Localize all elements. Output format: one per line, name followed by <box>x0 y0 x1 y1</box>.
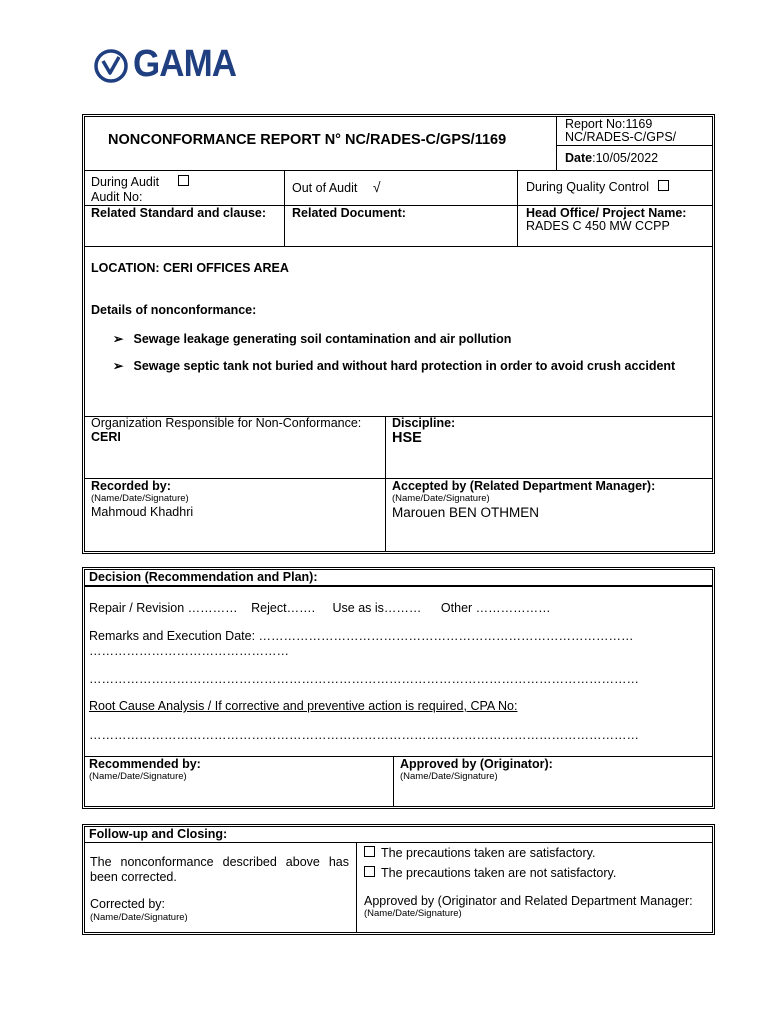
company-logo <box>93 43 253 86</box>
reject-option[interactable]: Reject……. <box>251 601 316 615</box>
recorded-by-sub: (Name/Date/Signature) <box>91 493 189 504</box>
during-audit-checkbox[interactable] <box>178 175 189 186</box>
divider <box>385 416 386 551</box>
nonconformance-item-text: Sewage leakage generating soil contamination and air pollution <box>133 332 512 346</box>
audit-number-label: Audit No: <box>91 190 143 204</box>
divider <box>356 842 357 932</box>
not-satisfactory-option <box>364 866 616 880</box>
satisfactory-option <box>364 846 595 860</box>
corrected-text: The nonconformance described above has been corrected. <box>90 855 349 884</box>
org-responsible-label: Organization Responsible for Non-Conformance: <box>91 416 362 430</box>
head-office-label: Head Office/ Project Name: <box>526 206 687 220</box>
approved-by-sub: (Name/Date/Signature) <box>400 771 498 782</box>
root-cause-label: Root Cause Analysis / If corrective and preventive action is required, CPA No: <box>89 699 518 713</box>
divider <box>556 117 557 170</box>
accepted-by-sub: (Name/Date/Signature) <box>392 493 490 504</box>
final-approved-label: Approved by (Originator and Related Department Manager: <box>364 894 693 908</box>
date-label: Date <box>565 151 593 165</box>
gama-logo-icon <box>93 48 129 84</box>
approved-by-label: Approved by (Originator): <box>400 757 553 771</box>
repair-option[interactable]: Repair / Revision ………… <box>89 601 238 615</box>
use-as-is-option[interactable]: Use as is……… <box>332 601 422 615</box>
during-audit <box>91 175 189 189</box>
other-option[interactable]: Other ……………… <box>440 601 551 615</box>
discipline-label: Discipline: <box>392 416 456 430</box>
blank-line[interactable]: …………………………………………………………………………………………………………………… <box>89 728 639 742</box>
out-of-audit-checkmark[interactable]: √ <box>372 179 381 195</box>
blank-line[interactable]: …………………………………………………………………………………………………………………… <box>89 672 639 686</box>
out-of-audit-label: Out of Audit <box>292 181 358 195</box>
during-qc-checkbox[interactable] <box>658 180 669 191</box>
divider <box>85 585 712 587</box>
not-satisfactory-label: The precautions taken are not satisfactory. <box>381 866 617 880</box>
final-approved-sub: (Name/Date/Signature) <box>364 908 462 919</box>
divider <box>85 842 712 843</box>
head-office-value: RADES C 450 MW CCPP <box>526 219 670 233</box>
corrected-by-sub: (Name/Date/Signature) <box>90 912 188 923</box>
followup-title: Follow-up and Closing: <box>89 827 228 841</box>
divider <box>284 170 285 246</box>
org-responsible-value: CERI <box>91 430 121 444</box>
divider <box>393 756 394 806</box>
report-number: Report No:1169 <box>565 117 653 131</box>
not-satisfactory-checkbox[interactable] <box>364 866 375 877</box>
accepted-by-value: Marouen BEN OTHMEN <box>392 505 540 520</box>
bullet-arrow-icon: ➢ <box>113 332 124 346</box>
recommended-by-label: Recommended by: <box>89 757 201 771</box>
out-of-audit <box>292 179 381 195</box>
nonconformance-item <box>113 331 511 346</box>
during-audit-label: During Audit <box>91 175 160 189</box>
date-value: :10/05/2022 <box>592 151 659 165</box>
divider <box>556 145 712 146</box>
during-quality-control <box>526 180 669 194</box>
divider <box>517 170 518 246</box>
bullet-arrow-icon: ➢ <box>113 359 124 373</box>
satisfactory-checkbox[interactable] <box>364 846 375 857</box>
recommended-by-sub: (Name/Date/Signature) <box>89 771 187 782</box>
during-qc-label: During Quality Control <box>526 180 649 194</box>
nonconformance-item-text: Sewage septic tank not buried and without hard protection in order to avoid crush accident <box>133 359 676 373</box>
recorded-by-value: Mahmoud Khadhri <box>91 505 194 519</box>
remarks-line-cont[interactable]: ………………………………………… <box>89 644 289 658</box>
related-document-label: Related Document: <box>292 206 406 220</box>
decision-options <box>89 601 551 615</box>
report-number-ref: NC/RADES-C/GPS/ <box>565 130 677 144</box>
details-label: Details of nonconformance: <box>91 303 257 317</box>
remarks-line[interactable]: Remarks and Execution Date: ……………………………………………………………………………… <box>89 629 634 643</box>
recorded-by-label: Recorded by: <box>91 479 171 493</box>
decision-title: Decision (Recommendation and Plan): <box>89 570 318 584</box>
satisfactory-label: The precautions taken are satisfactory. <box>381 846 596 860</box>
accepted-by-label: Accepted by (Related Department Manager): <box>392 479 656 493</box>
divider <box>85 170 712 171</box>
corrected-by-label: Corrected by: <box>90 897 166 911</box>
discipline-value: HSE <box>392 430 422 446</box>
report-date <box>565 151 658 165</box>
report-title: NONCONFORMANCE REPORT N° NC/RADES-C/GPS/1169 <box>108 132 507 148</box>
related-standard-label: Related Standard and clause: <box>91 206 267 220</box>
location: LOCATION: CERI OFFICES AREA <box>91 261 289 275</box>
logo-text: GAMA <box>133 43 237 85</box>
divider <box>85 246 712 247</box>
nonconformance-item <box>113 358 675 373</box>
